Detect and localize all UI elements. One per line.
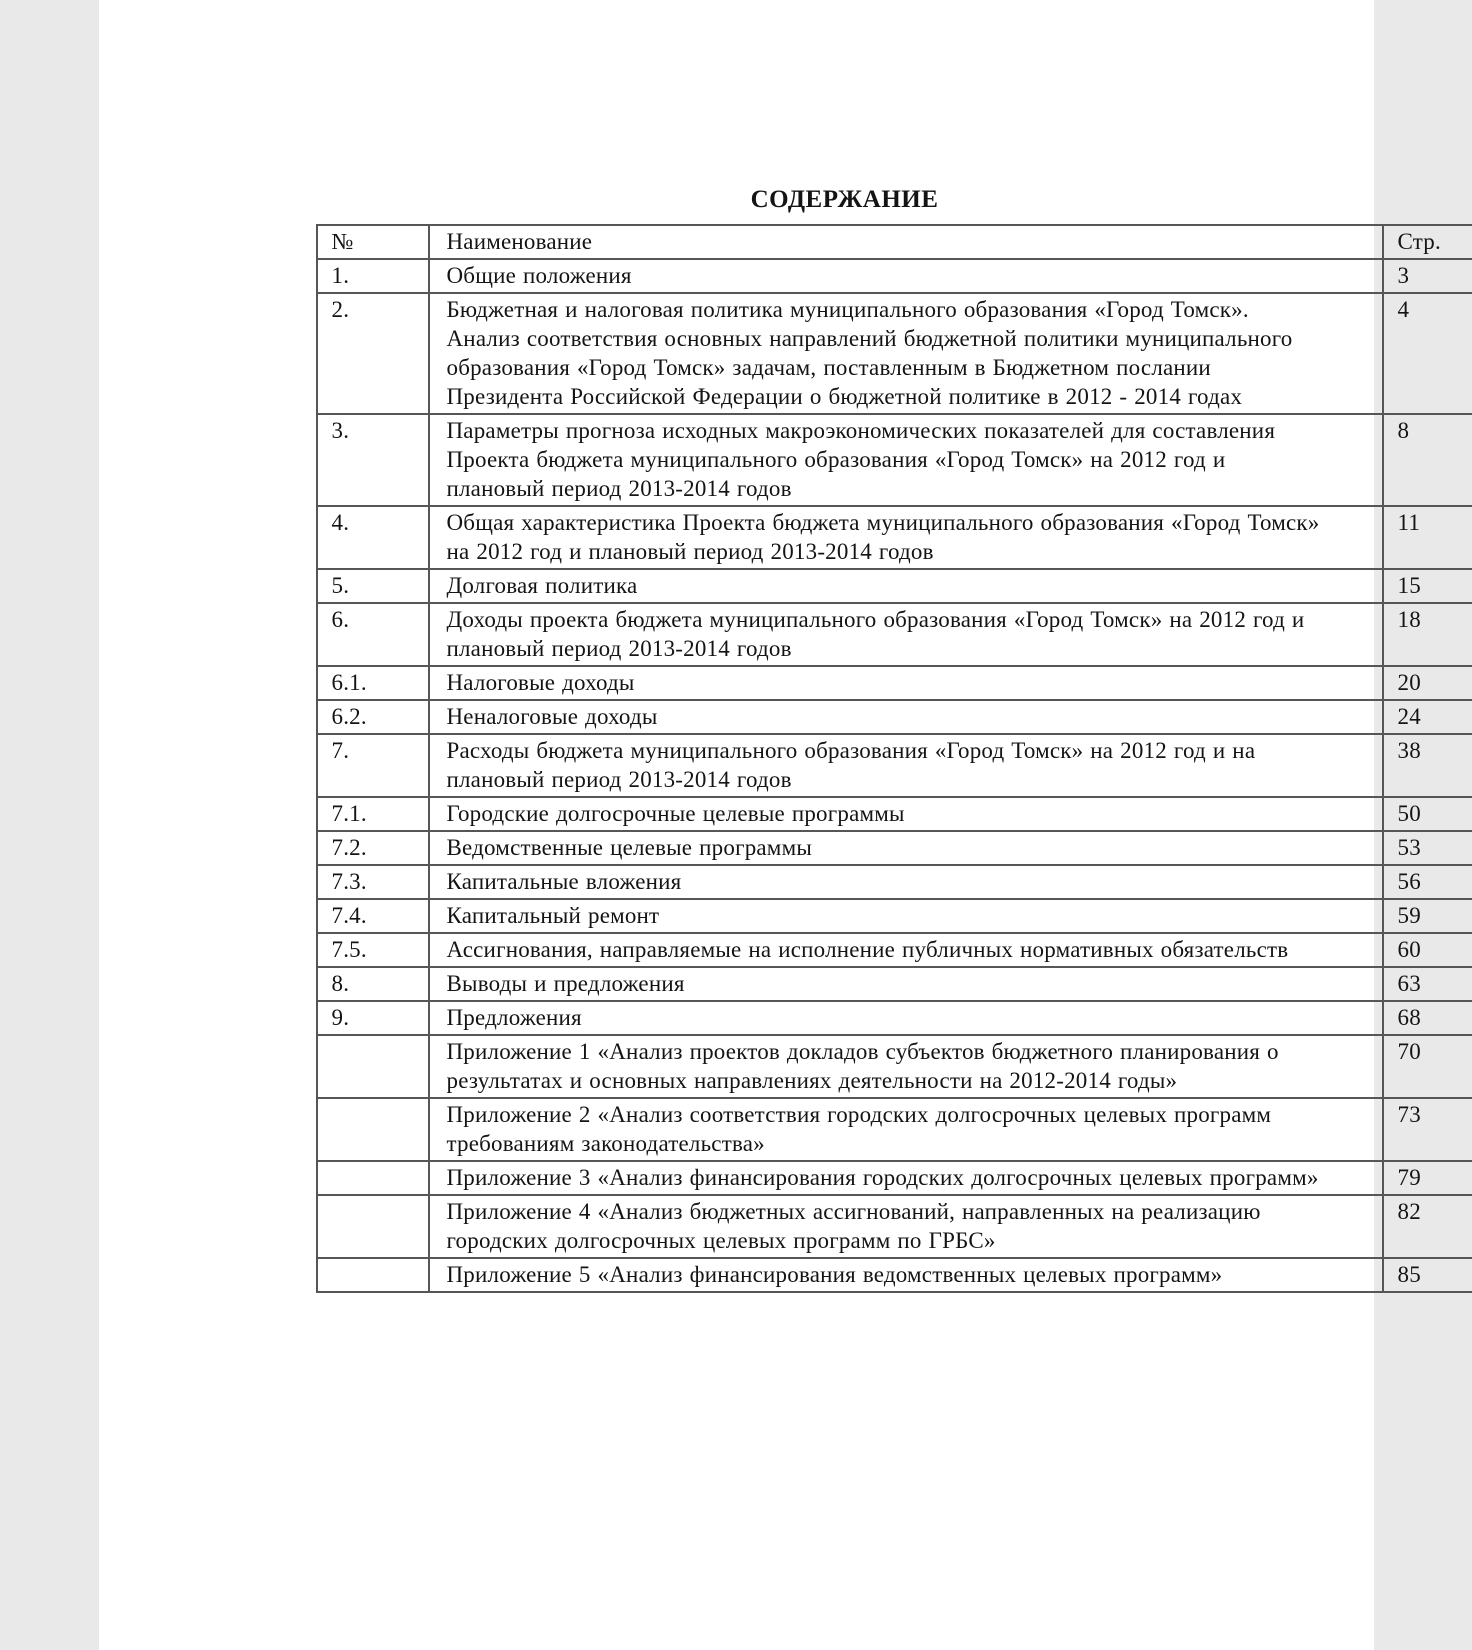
row-title-cell: Предложения <box>429 1001 1383 1035</box>
row-page-cell: 20 <box>1383 666 1472 700</box>
table-row <box>317 414 1472 506</box>
row-number-cell: 7.5. <box>317 933 429 967</box>
row-title-cell: Параметры прогноза исходных макроэкономических показателей для составления Проекта бюджета муниципального образования «Город Томск» на 2012 год и плановый период 2013-2014 годов <box>429 414 1383 506</box>
table-row <box>317 831 1472 865</box>
row-page-cell: 70 <box>1383 1035 1472 1098</box>
row-number-cell: 7.4. <box>317 899 429 933</box>
row-title-cell: Общая характеристика Проекта бюджета муниципального образования «Город Томск» на 2012 год и плановый период 2013-2014 годов <box>429 506 1383 569</box>
row-title-cell: Долговая политика <box>429 569 1383 603</box>
table-row <box>317 259 1472 293</box>
row-page-cell: 3 <box>1383 259 1472 293</box>
table-row <box>317 1035 1472 1098</box>
row-number-cell <box>317 1161 429 1195</box>
row-number-cell: 3. <box>317 414 429 506</box>
row-number-cell: 4. <box>317 506 429 569</box>
row-number-cell: 2. <box>317 293 429 414</box>
row-title-cell: Капитальный ремонт <box>429 899 1383 933</box>
table-row <box>317 666 1472 700</box>
row-page-cell: 50 <box>1383 797 1472 831</box>
row-title-cell: Налоговые доходы <box>429 666 1383 700</box>
table-row <box>317 967 1472 1001</box>
table-row <box>317 293 1472 414</box>
page-title: СОДЕРЖАНИЕ <box>750 186 939 213</box>
row-page-cell: 63 <box>1383 967 1472 1001</box>
row-title-cell: Доходы проекта бюджета муниципального образования «Город Томск» на 2012 год и плановый период 2013-2014 годов <box>429 603 1383 666</box>
row-page-cell: 8 <box>1383 414 1472 506</box>
row-number-cell: 7. <box>317 734 429 797</box>
row-title-cell: Приложение 5 «Анализ финансирования ведомственных целевых программ» <box>429 1258 1383 1292</box>
row-title-cell: Приложение 1 «Анализ проектов докладов субъектов бюджетного планирования о результатах и основных направлениях деятельности на 2012-2014 годы» <box>429 1035 1383 1098</box>
row-page-cell: 24 <box>1383 700 1472 734</box>
row-page-cell: 82 <box>1383 1195 1472 1258</box>
row-title-cell: Городские долгосрочные целевые программы <box>429 797 1383 831</box>
row-title-cell: Приложение 2 «Анализ соответствия городских долгосрочных целевых программ требованиям законодательства» <box>429 1098 1383 1161</box>
row-page-cell: 38 <box>1383 734 1472 797</box>
row-page-cell: 79 <box>1383 1161 1472 1195</box>
row-number-cell: 8. <box>317 967 429 1001</box>
row-number-cell: 5. <box>317 569 429 603</box>
row-page-cell: 60 <box>1383 933 1472 967</box>
table-row <box>317 603 1472 666</box>
row-number-cell <box>317 1195 429 1258</box>
row-title-cell: Приложение 3 «Анализ финансирования городских долгосрочных целевых программ» <box>429 1161 1383 1195</box>
row-number-cell: 7.3. <box>317 865 429 899</box>
row-number-cell: 6.2. <box>317 700 429 734</box>
table-row <box>317 506 1472 569</box>
table-row <box>317 1195 1472 1258</box>
row-title-cell: Приложение 4 «Анализ бюджетных ассигнований, направленных на реализацию городских долгосрочных целевых программ по ГРБС» <box>429 1195 1383 1258</box>
row-number-cell: 6.1. <box>317 666 429 700</box>
row-page-cell: 4 <box>1383 293 1472 414</box>
row-number-cell <box>317 1035 429 1098</box>
document-page <box>99 0 1441 1650</box>
table-row <box>317 797 1472 831</box>
row-number-cell: 9. <box>317 1001 429 1035</box>
row-number-cell: 1. <box>317 259 429 293</box>
row-number-cell <box>317 1258 429 1292</box>
row-page-cell: 11 <box>1383 506 1472 569</box>
table-row <box>317 1161 1472 1195</box>
toc-table-body <box>317 259 1472 1292</box>
table-row <box>317 734 1472 797</box>
row-page-cell: 85 <box>1383 1258 1472 1292</box>
row-page-cell: 15 <box>1383 569 1472 603</box>
row-title-cell: Ведомственные целевые программы <box>429 831 1383 865</box>
table-row <box>317 700 1472 734</box>
table-row <box>317 865 1472 899</box>
row-title-cell: Бюджетная и налоговая политика муниципального образования «Город Томск». Анализ соответствия основных направлений бюджетной политики муниципального образования «Город Томск» задачам, поставленным в Бюджетном послании Президента Российской Федерации о бюджетной политике в 2012 - 2014 годах <box>429 293 1383 414</box>
row-title-cell: Ассигнования, направляемые на исполнение публичных нормативных обязательств <box>429 933 1383 967</box>
row-page-cell: 59 <box>1383 899 1472 933</box>
row-number-cell: 7.1. <box>317 797 429 831</box>
table-row <box>317 899 1472 933</box>
table-row <box>317 933 1472 967</box>
row-number-cell: 6. <box>317 603 429 666</box>
row-title-cell: Общие положения <box>429 259 1383 293</box>
table-row <box>317 569 1472 603</box>
table-row <box>317 1001 1472 1035</box>
header-number-column: № <box>317 225 429 259</box>
row-page-cell: 68 <box>1383 1001 1472 1035</box>
row-title-cell: Расходы бюджета муниципального образования «Город Томск» на 2012 год и на плановый период 2013-2014 годов <box>429 734 1383 797</box>
row-page-cell: 53 <box>1383 831 1472 865</box>
row-title-cell: Выводы и предложения <box>429 967 1383 1001</box>
toc-table <box>316 224 1472 1293</box>
row-title-cell: Капитальные вложения <box>429 865 1383 899</box>
header-page-column: Стр. <box>1383 225 1472 259</box>
row-page-cell: 56 <box>1383 865 1472 899</box>
header-name-column: Наименование <box>429 225 1383 259</box>
row-number-cell: 7.2. <box>317 831 429 865</box>
table-header-row <box>317 225 1472 259</box>
table-row <box>317 1098 1472 1161</box>
table-row <box>317 1258 1472 1292</box>
row-number-cell <box>317 1098 429 1161</box>
row-page-cell: 18 <box>1383 603 1472 666</box>
toc-table-head <box>317 225 1472 259</box>
row-page-cell: 73 <box>1383 1098 1472 1161</box>
row-title-cell: Неналоговые доходы <box>429 700 1383 734</box>
